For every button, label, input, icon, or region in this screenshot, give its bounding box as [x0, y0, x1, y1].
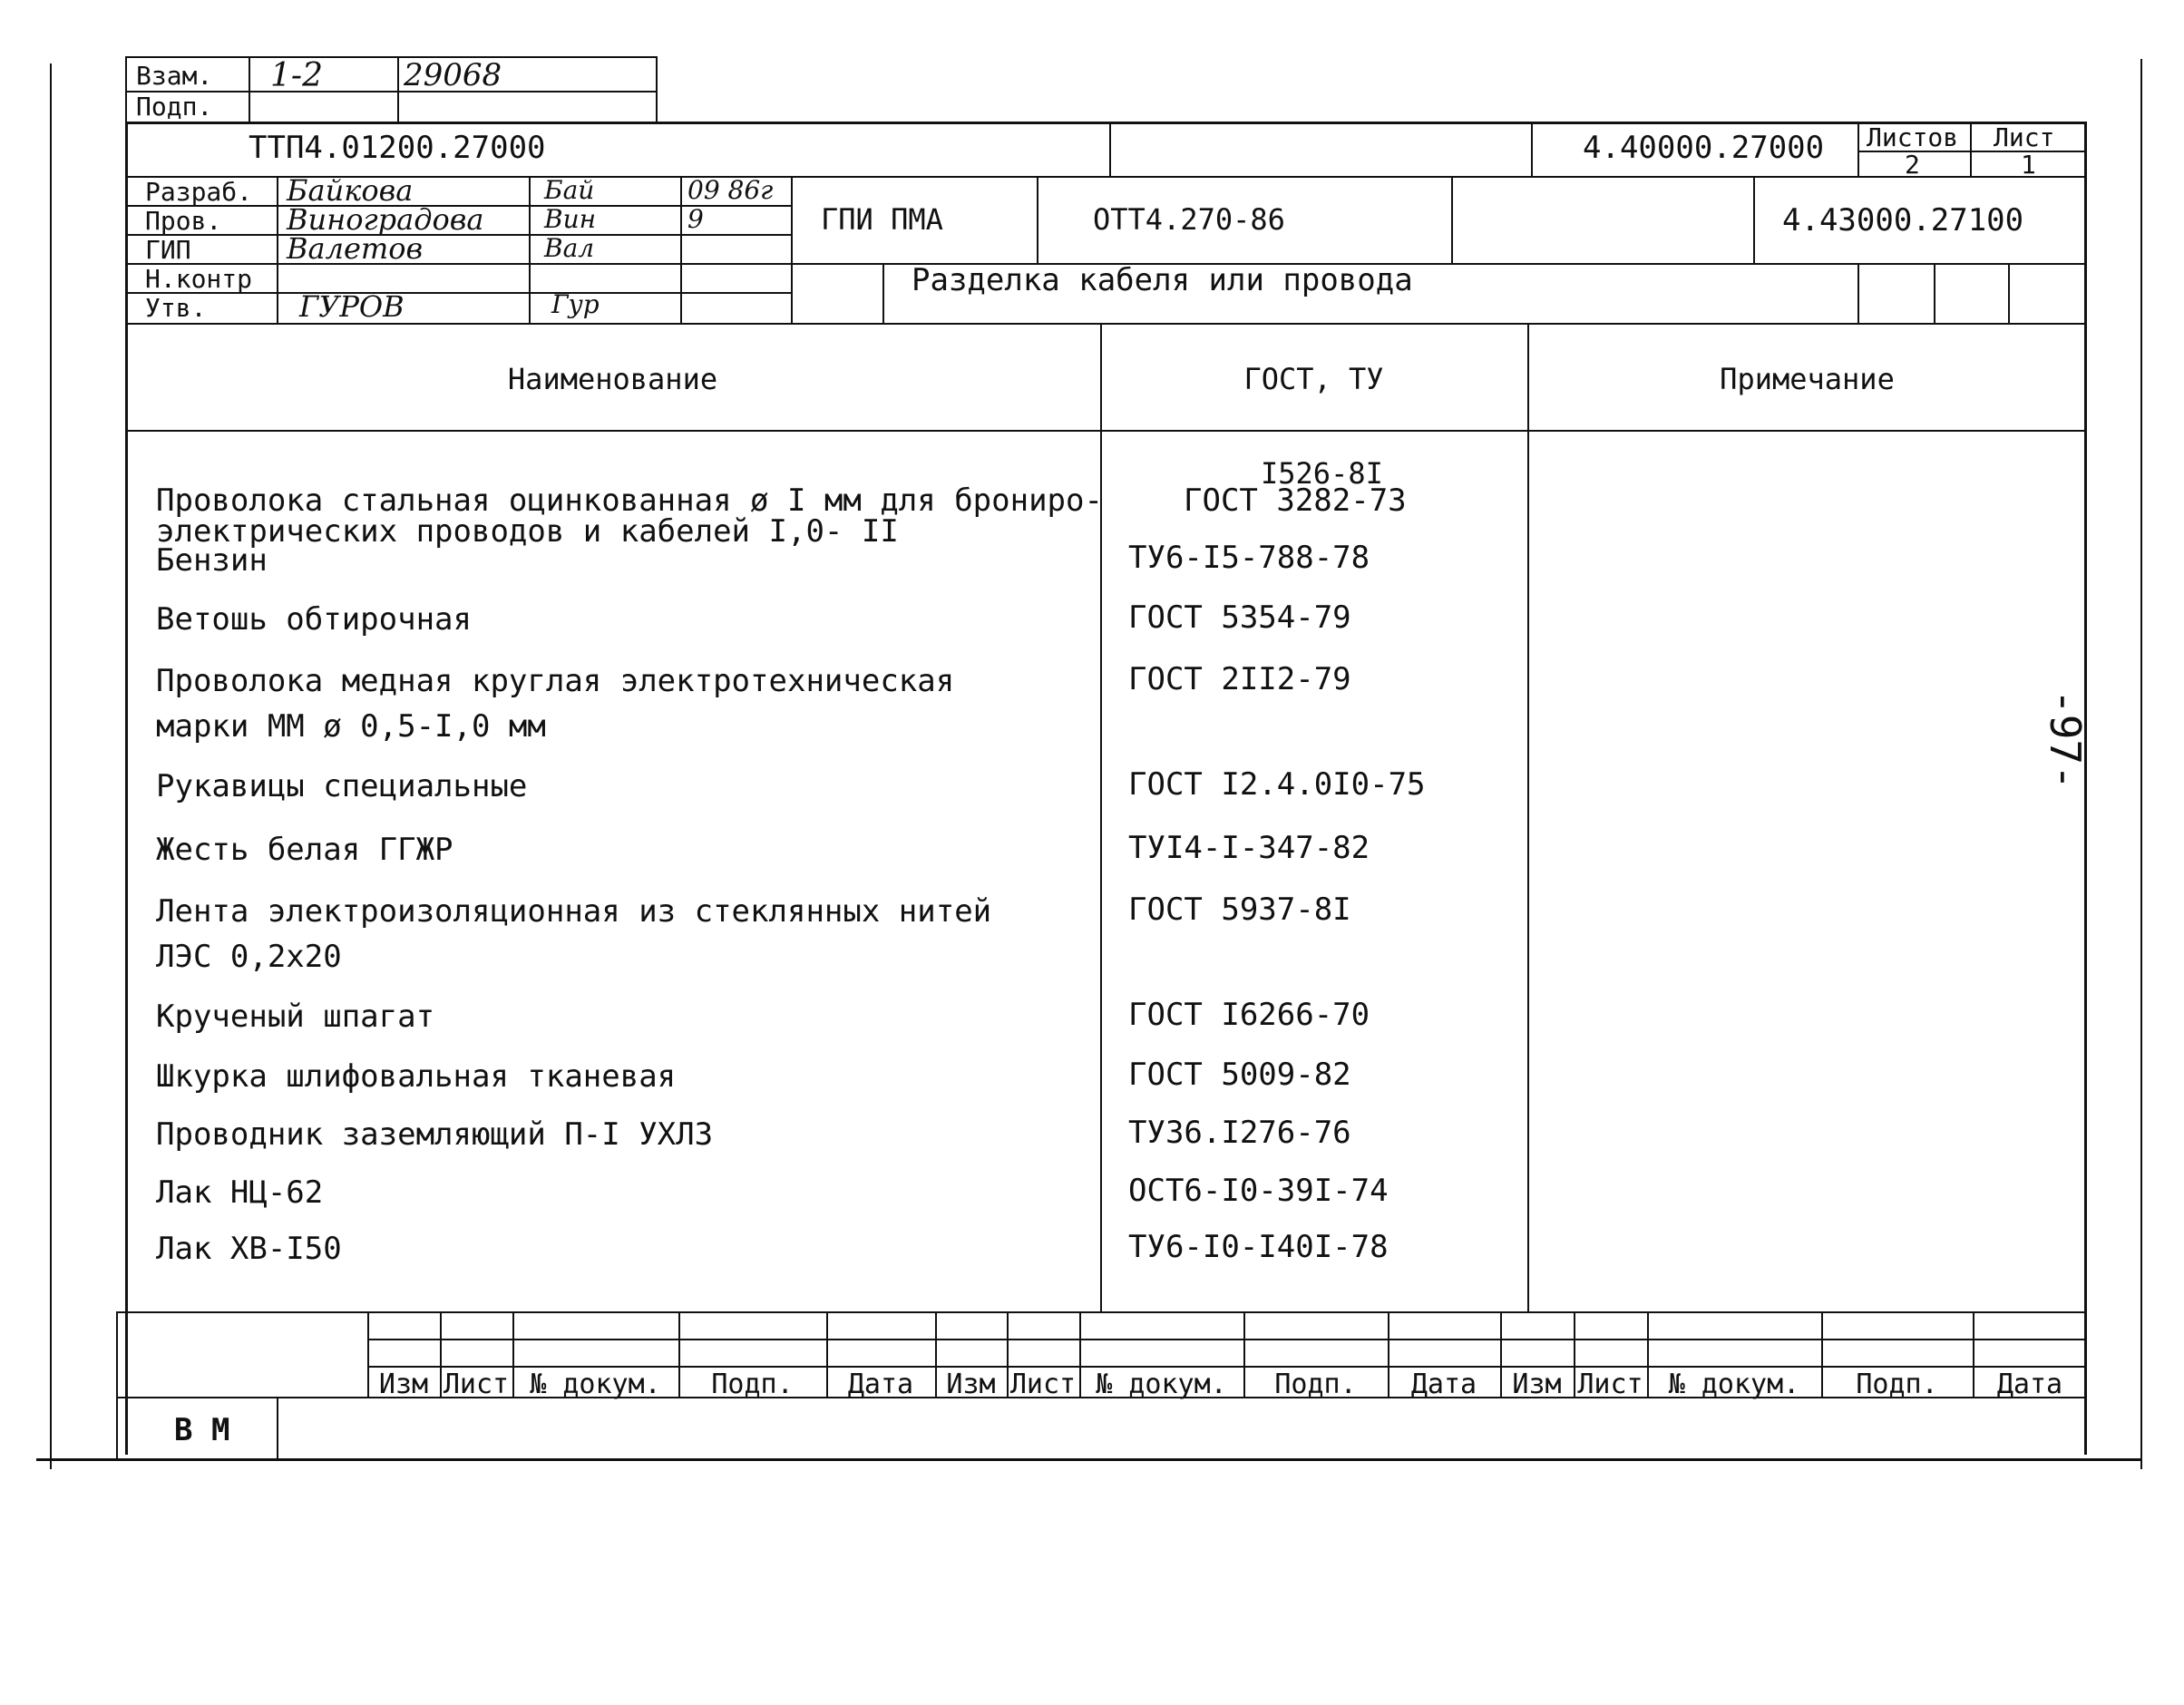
row-name: Проволока стальная оцинкованная ø I мм для брониро- [156, 482, 1103, 519]
sig-role: Утв. [145, 293, 207, 323]
row-gost: ГОСТ 2II2-79 [1128, 661, 1351, 697]
vzam-label: Взам. [136, 61, 213, 91]
row-gost: ГОСТ 5354-79 [1128, 599, 1351, 636]
change-label: Дата [1996, 1369, 2063, 1400]
row-name-cont: электрических проводов и кабелей I,0- II [156, 513, 899, 550]
row-name: Проводник заземляющий П-I УХЛ3 [156, 1116, 714, 1153]
change-label: Лист [443, 1369, 510, 1400]
sig-signature: Вин [544, 204, 597, 234]
row-gost: ТУ36.I276-76 [1128, 1115, 1351, 1151]
podp-label: Подп. [136, 92, 213, 122]
sheet-value: 1 [2021, 150, 2036, 180]
row-name: Шкурка шлифовальная тканевая [156, 1058, 677, 1095]
row-name: Лента электроизоляционная из стеклянных нитей [156, 893, 992, 930]
change-label: Лист [1577, 1369, 1643, 1400]
row-name: Бензин [156, 542, 268, 579]
sig-name: Байкова [287, 173, 414, 208]
col-gost-header: ГОСТ, ТУ [1243, 362, 1384, 396]
org-name: ГПИ ПМА [821, 202, 943, 237]
row-name: Крученый шпагат [156, 999, 435, 1035]
change-label: Изм [378, 1369, 429, 1400]
sheets-value: 2 [1905, 150, 1920, 180]
sig-role: ГИП [145, 235, 191, 265]
change-label: Подп. [711, 1369, 794, 1400]
row-gost: ТУ6-I5-788-78 [1128, 540, 1370, 576]
sig-name: Валетов [287, 231, 424, 266]
row-name: Лак НЦ-62 [156, 1174, 324, 1211]
change-label: Изм [1512, 1369, 1562, 1400]
row-name-cont: марки ММ ø 0,5-I,0 мм [156, 708, 546, 745]
sig-signature: Бай [544, 175, 595, 205]
row-name: Жесть белая ГГЖР [156, 832, 453, 868]
row-name: Лак ХВ-I50 [156, 1231, 342, 1267]
change-label: № докум. [1096, 1369, 1227, 1400]
doc-title: Разделка кабеля или провода [912, 262, 1413, 298]
row-gost: ТУI4-I-347-82 [1128, 830, 1370, 866]
ref-code: 4.43000.27100 [1782, 202, 2024, 239]
row-gost: ОСТ6-I0-39I-74 [1128, 1173, 1389, 1209]
sig-name: ГУРОВ [299, 289, 405, 324]
row-gost: ГОСТ I6266-70 [1128, 997, 1370, 1033]
row-gost: ТУ6-I0-I40I-78 [1128, 1229, 1389, 1265]
sig-role: Пров. [145, 206, 222, 236]
change-label: Дата [847, 1369, 914, 1400]
change-label: Подп. [1274, 1369, 1357, 1400]
change-label: Дата [1410, 1369, 1477, 1400]
sig-role: Н.контр [145, 264, 253, 294]
change-label: Подп. [1856, 1369, 1938, 1400]
row-name: Проволока медная круглая электротехническая [156, 663, 955, 699]
row-gost: ГОСТ I2.4.0I0-75 [1128, 766, 1426, 803]
change-label: Лист [1009, 1369, 1077, 1400]
sig-signature: Вал [544, 233, 595, 263]
row-gost: ГОСТ 5009-82 [1128, 1057, 1351, 1093]
vzam-value: 1-2 [270, 57, 323, 94]
col-note-header: Примечание [1720, 362, 1895, 396]
row-gost-correction: I526-8I [1261, 456, 1383, 491]
col-name-header: Наименование [507, 362, 718, 396]
row-name-cont: ЛЭС 0,2х20 [156, 939, 342, 975]
sig-name: Виноградова [287, 202, 484, 237]
row-name: Рукавицы специальные [156, 768, 528, 804]
footer-label: В М [174, 1412, 230, 1448]
change-label: № докум. [1668, 1369, 1800, 1400]
sheets-label: Листов [1867, 122, 1959, 152]
row-gost: ГОСТ 3282-73 [1184, 482, 1407, 519]
vzam-date: 29068 [404, 57, 502, 93]
change-label: Изм [946, 1369, 996, 1400]
change-label: № докум. [530, 1369, 661, 1400]
page-number: -97- [2041, 689, 2090, 790]
sig-date: 09 86г [687, 175, 774, 205]
sig-date: 9 [687, 204, 704, 234]
sheet-label: Лист [1994, 122, 2055, 152]
doc-code: ТТП4.01200.27000 [249, 130, 546, 166]
row-gost: ГОСТ 5937-8I [1128, 891, 1351, 928]
standard-code: ОТТ4.270-86 [1093, 202, 1285, 237]
row-name: Ветошь обтирочная [156, 601, 472, 638]
group-code: 4.40000.27000 [1583, 130, 1825, 166]
sig-signature: Гур [551, 289, 600, 319]
sig-role: Разраб. [145, 177, 253, 207]
